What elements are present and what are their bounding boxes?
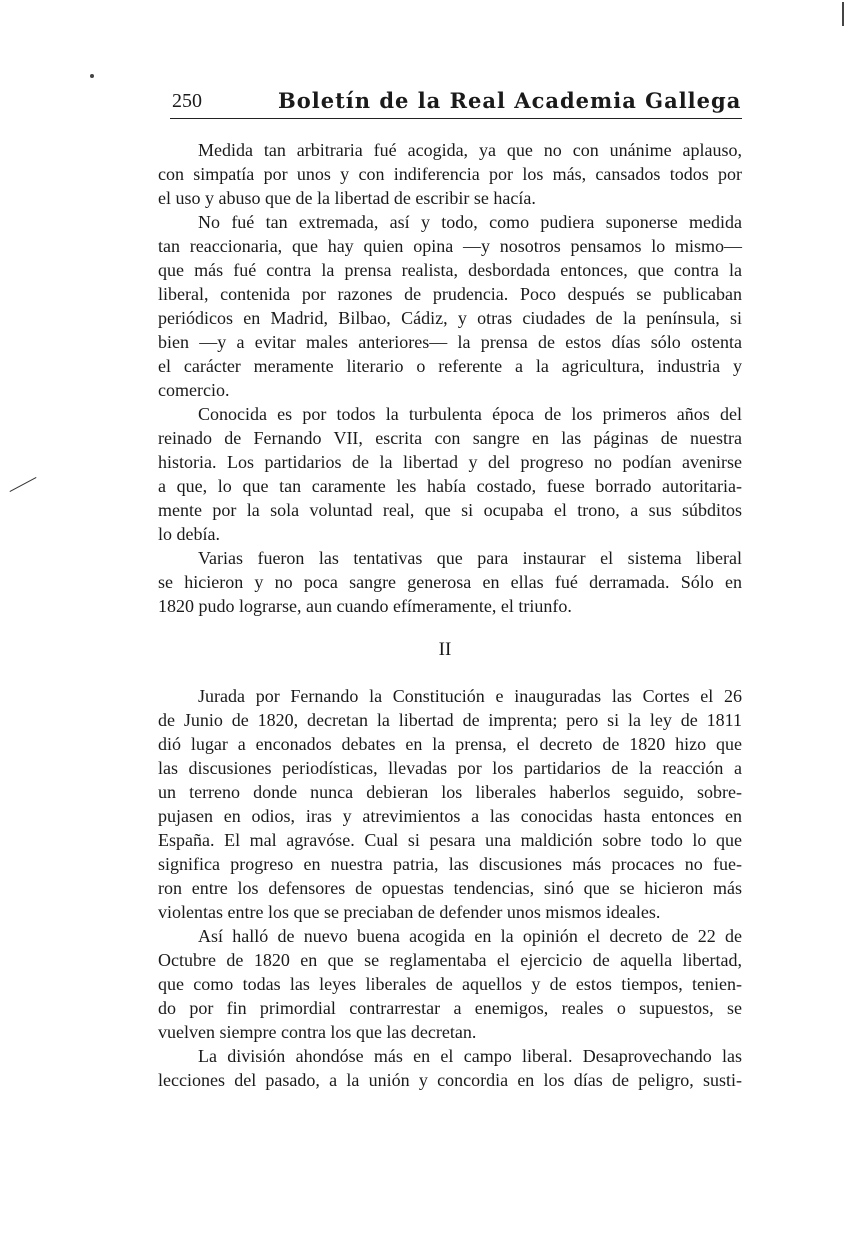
- text-line: Octubre de 1820 en que se reglamentaba el ejercicio de aquella libertad,: [158, 950, 742, 970]
- text-line: que más fué contra la prensa realista, desbordada entonces, que contra la: [158, 260, 742, 280]
- text-line: Varias fueron las tentativas que para instaurar el sistema liberal: [198, 548, 742, 568]
- text-line: con simpatía por unos y con indiferencia por los más, cansados todos por: [158, 164, 742, 184]
- text-line: lecciones del pasado, a la unión y concordia en los días de peligro, susti-: [158, 1070, 742, 1090]
- text-line: liberal, contenida por razones de prudencia. Poco después se publicaban: [158, 284, 742, 304]
- text-line: La división ahondóse más en el campo liberal. Desaprovechando las: [198, 1046, 742, 1066]
- text-line: 1820 pudo lograrse, aun cuando efímeramente, el triunfo.: [158, 596, 572, 616]
- margin-pencil-mark: [10, 477, 37, 492]
- text-line: pujasen en odios, iras y atrevimientos a las conocidas hasta entonces en: [158, 806, 742, 826]
- text-line: comercio.: [158, 380, 230, 400]
- text-line: Conocida es por todos la turbulenta época de los primeros años del: [198, 404, 742, 424]
- text-line: violentas entre los que se preciaban de defender unos mismos ideales.: [158, 902, 661, 922]
- text-line: vuelven siempre contra los que las decretan.: [158, 1022, 477, 1042]
- running-title: Boletín de la Real Academia Gallega: [278, 88, 742, 113]
- text-line: Así halló de nuevo buena acogida en la opinión el decreto de 22 de: [198, 926, 742, 946]
- text-line: España. El mal agravóse. Cual si pesara una maldición sobre todo lo que: [158, 830, 742, 850]
- text-line: do por fin primordial contrarrestar a enemigos, reales o supuestos, se: [158, 998, 742, 1018]
- text-line: tan reaccionaria, que hay quien opina —y nosotros pensamos lo mismo—: [158, 236, 742, 256]
- text-line: a que, lo que tan caramente les había costado, fuese borrado autoritaria-: [158, 476, 742, 496]
- text-line: Jurada por Fernando la Constitución e inauguradas las Cortes el 26: [198, 686, 742, 706]
- page-number: 250: [172, 90, 202, 112]
- running-header: [170, 88, 742, 119]
- text-line: No fué tan extremada, así y todo, como pudiera suponerse medida: [198, 212, 742, 232]
- text-line: de Junio de 1820, decretan la libertad de imprenta; pero si la ley de 1811: [158, 710, 742, 730]
- text-line: historia. Los partidarios de la libertad y del progreso no podían avenirse: [158, 452, 742, 472]
- text-line: un terreno donde nunca debieran los liberales haberlos seguido, sobre-: [158, 782, 742, 802]
- text-line: significa progreso en nuestra patria, las discusiones más procaces no fue-: [158, 854, 742, 874]
- text-line: mente por la sola voluntad real, que si ocupaba el trono, a sus súbditos: [158, 500, 742, 520]
- text-line: el uso y abuso que de la libertad de escribir se hacía.: [158, 188, 536, 208]
- text-line: el carácter meramente literario o referente a la agricultura, industria y: [158, 356, 742, 376]
- edge-mark: [842, 2, 844, 26]
- text-line: dió lugar a enconados debates en la prensa, el decreto de 1820 hizo que: [158, 734, 742, 754]
- speck: [90, 74, 94, 78]
- text-line: lo debía.: [158, 524, 220, 544]
- text-line: las discusiones periodísticas, llevadas por los partidarios de la reacción a: [158, 758, 742, 778]
- text-line: que como todas las leyes liberales de aquellos y de estos tiempos, tenien-: [158, 974, 742, 994]
- text-line: reinado de Fernando VII, escrita con sangre en las páginas de nuestra: [158, 428, 742, 448]
- text-line: periódicos en Madrid, Bilbao, Cádiz, y otras ciudades de la península, si: [158, 308, 742, 328]
- text-line: se hicieron y no poca sangre generosa en ellas fué derramada. Sólo en: [158, 572, 742, 592]
- text-line: Medida tan arbitraria fué acogida, ya que no con unánime aplauso,: [198, 140, 742, 160]
- text-line: bien —y a evitar males anteriores— la prensa de estos días sólo ostenta: [158, 332, 742, 352]
- section-heading: II: [438, 639, 452, 660]
- text-line: ron entre los defensores de opuestas tendencias, sinó que se hicieron más: [158, 878, 742, 898]
